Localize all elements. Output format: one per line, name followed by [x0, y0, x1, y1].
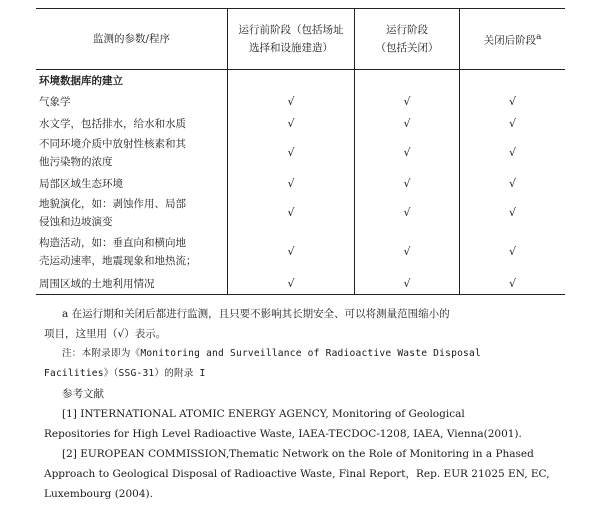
table-row [36, 112, 565, 134]
check-mark: √ [355, 194, 460, 232]
row-label: 不同环境介质中放射性核素和其 他污染物的浓度 [39, 138, 186, 168]
reference-1: [1] INTERNATIONAL ATOMIC ENERGY AGENCY, Monitoring of Geological [62, 408, 465, 420]
section-title: 环境数据库的建立 [39, 74, 123, 87]
check-mark: √ [355, 272, 460, 295]
appendix-note: 注：本附录即为《Monitoring and Surveillance of Radioactive Waste Disposal [62, 348, 481, 359]
check-mark: √ [460, 194, 566, 232]
reference-2-end: Luxembourg (2004). [44, 488, 153, 500]
header-operational: 运行阶段 （包括关闭） [355, 9, 460, 70]
check-mark: √ [228, 194, 355, 232]
row-label: 气象学 [39, 95, 71, 108]
check-mark: √ [355, 134, 460, 172]
check-mark: √ [355, 90, 460, 112]
check-mark: √ [460, 272, 566, 295]
check-mark: √ [228, 172, 355, 194]
check-mark: √ [460, 172, 566, 194]
table-row [36, 194, 565, 232]
check-mark: √ [228, 232, 355, 272]
header-parameter: 监测的参数/程序 [36, 9, 228, 70]
table-row [36, 90, 565, 112]
row-label: 周围区域的土地利用情况 [36, 272, 228, 295]
row-label: 构造活动，如：垂直向和横向地 壳运动速率，地震现象和地热流； [39, 237, 197, 267]
check-mark: √ [460, 134, 566, 172]
check-mark: √ [460, 90, 566, 112]
header-post-closure: 关闭后阶段$^a$ [460, 9, 566, 70]
table-row [36, 272, 565, 295]
check-mark: √ [355, 232, 460, 272]
check-mark: √ [228, 272, 355, 295]
table-header-row [36, 9, 565, 70]
table-row [36, 232, 565, 272]
reference-2: [2] EUROPEAN COMMISSION,Thematic Network on the Role of Monitoring in a Phased [62, 448, 534, 460]
footnote-marker-a: a [536, 32, 542, 43]
row-label: 水文学，包括排水，给水和水质 [39, 117, 186, 130]
check-mark: √ [228, 112, 355, 134]
header-pre-operational: 运行前阶段（包括场址 选择和设施建造） [228, 9, 355, 70]
monitoring-parameters-table [36, 8, 565, 295]
references-title: 参考文献 [62, 388, 104, 400]
reference-1-continued: Repositories for High Level Radioactive Waste, IAEA-TECDOC-1208, IAEA, Vienna(2001). [44, 428, 522, 440]
check-mark: √ [355, 112, 460, 134]
notes-section [44, 304, 556, 504]
check-mark: √ [228, 90, 355, 112]
reference-2-continued: Approach to Geological Disposal of Radioactive Waste, Final Report，Rep. EUR 21025 EN, EC, [44, 468, 550, 480]
check-mark: √ [460, 112, 566, 134]
section-row [36, 70, 565, 91]
table-row [36, 134, 565, 172]
appendix-note-continued: Facilities》（SSG-31）的附录 I [44, 368, 206, 379]
footnote-a: a 在运行期和关闭后都进行监测，且只要不影响其长期安全、可以将测量范围缩小的 [62, 308, 450, 320]
check-mark: √ [355, 172, 460, 194]
footnote-a-continued: 项目，这里用（√）表示。 [44, 328, 167, 340]
row-label: 局部区域生态环境 [39, 177, 123, 190]
check-mark: √ [460, 232, 566, 272]
row-label: 地貌演化，如：剥蚀作用、局部 侵蚀和边坡演变 [39, 198, 186, 228]
check-mark: √ [228, 134, 355, 172]
table-row [36, 172, 565, 194]
